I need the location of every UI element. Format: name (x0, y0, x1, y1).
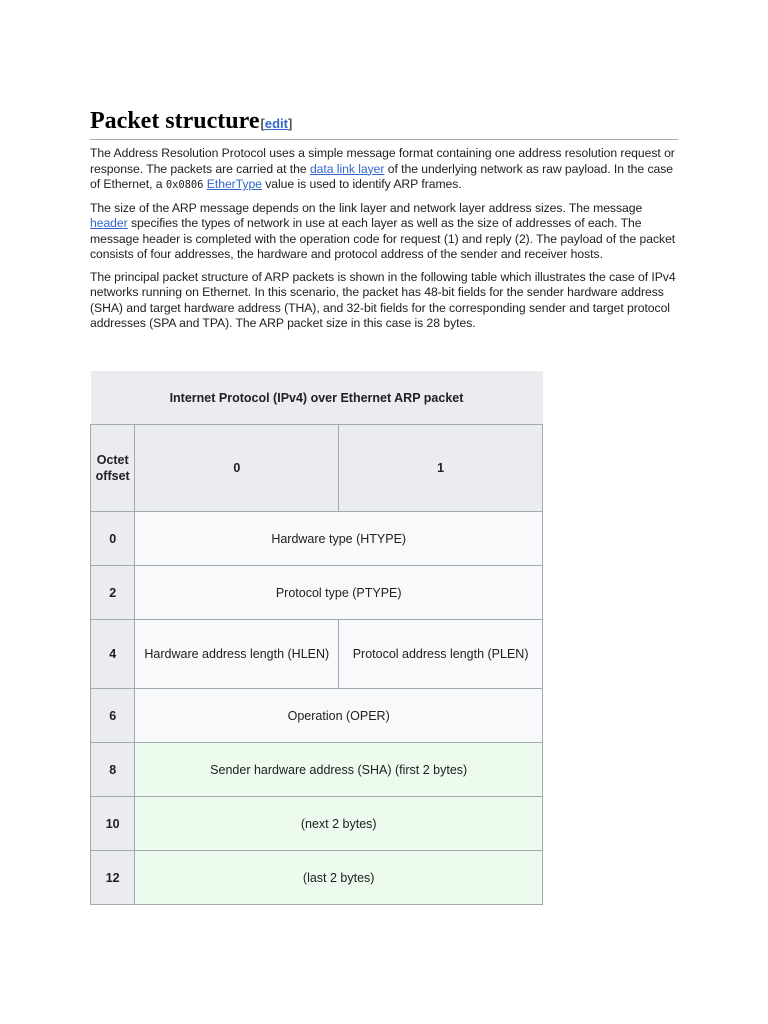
edit-section-link-wrapper (261, 116, 293, 131)
paragraph-text: value is used to identify ARP frames. (261, 177, 462, 191)
column-header-0: 0 (135, 425, 339, 512)
field-oper: Operation (OPER) (135, 689, 543, 743)
row-offset: 6 (91, 689, 135, 743)
table-row (91, 620, 543, 689)
table-row (91, 797, 543, 851)
ethertype-code: 0x0806 (165, 179, 204, 191)
table-row (91, 512, 543, 566)
row-offset: 8 (91, 743, 135, 797)
arp-packet-table (90, 371, 543, 905)
table-caption-row (91, 371, 543, 425)
table-caption: Internet Protocol (IPv4) over Ethernet ARP packet (91, 371, 543, 425)
table-row (91, 689, 543, 743)
link-header[interactable]: header (90, 216, 128, 230)
paragraph-structure: The principal packet structure of ARP packets is shown in the following table which illustrates the case of IPv4 networks running on Ethernet. In this scenario, the packet has 48-bit fields for the sender hardware address (SHA) and target hardware address (THA), and 32-bit fields for the corresponding sender and target protocol addresses (SPA and TPA). The ARP packet size in this case is 28 bytes. (90, 269, 676, 330)
row-offset: 4 (91, 620, 135, 689)
row-offset: 0 (91, 512, 135, 566)
edit-bracket-close: ] (287, 116, 293, 131)
edit-section-link[interactable]: edit (264, 116, 288, 131)
article-section (90, 106, 678, 339)
section-heading (90, 106, 678, 140)
edit-bracket-open: [ (260, 116, 265, 131)
field-ptype: Protocol type (PTYPE) (135, 566, 543, 620)
octet-offset-header: Octet offset (91, 425, 135, 512)
link-data-link-layer[interactable]: data link layer (309, 161, 385, 176)
field-sha-first: Sender hardware address (SHA) (first 2 bytes) (135, 743, 543, 797)
table-row (91, 851, 543, 905)
row-offset: 2 (91, 566, 135, 620)
column-header-1: 1 (339, 425, 543, 512)
row-offset: 10 (91, 797, 135, 851)
paragraph-text: specifies the types of network in use at each layer as well as the size of addresses of each. The message header is completed with the operation code for request (1) and reply (2). The payload of the packet consists of four addresses, the hardware and protocol address of the sender and receiver hosts. (90, 216, 676, 261)
paragraph-size (90, 201, 678, 263)
field-sha-next: (next 2 bytes) (135, 797, 543, 851)
field-htype: Hardware type (HTYPE) (135, 512, 543, 566)
table-row (91, 566, 543, 620)
paragraph-intro (90, 146, 678, 194)
table-row (91, 743, 543, 797)
link-ethertype[interactable]: EtherType (206, 177, 262, 191)
table-header-row (91, 425, 543, 512)
paragraph-text: of the underlying network as raw payload. In the case of Ethernet, a (90, 161, 674, 191)
field-sha-last: (last 2 bytes) (135, 851, 543, 905)
field-hlen: Hardware address length (HLEN) (135, 620, 339, 689)
section-title: Packet structure (90, 108, 260, 134)
field-plen: Protocol address length (PLEN) (339, 620, 543, 689)
row-offset: 12 (91, 851, 135, 905)
paragraph-text: The Address Resolution Protocol uses a simple message format containing one address resolution request or response. The packets are carried at the (90, 146, 675, 176)
paragraph-text: The size of the ARP message depends on the link layer and network layer address sizes. The message (90, 200, 643, 215)
